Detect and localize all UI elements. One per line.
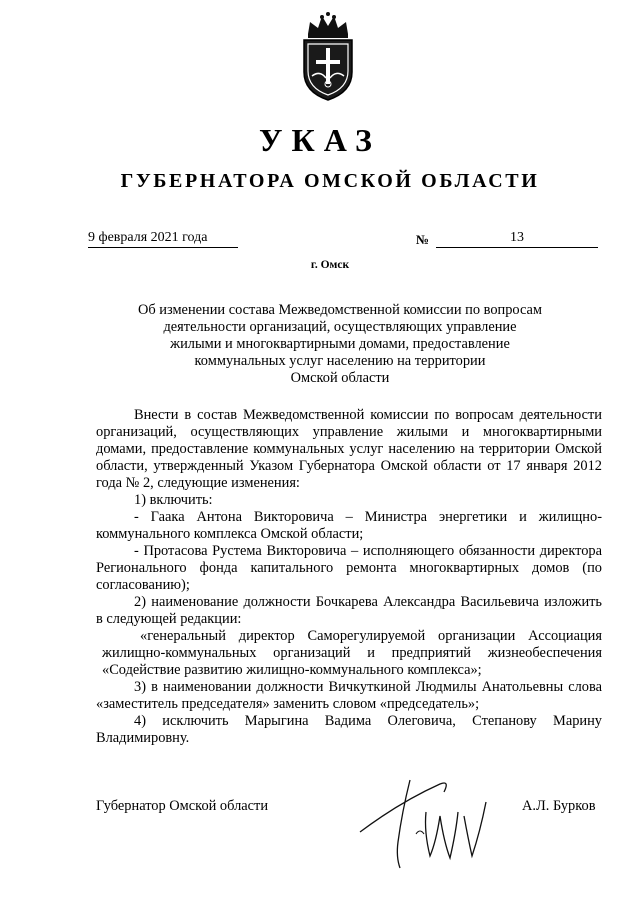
document-subtitle: ГУБЕРНАТОРА ОМСКОЙ ОБЛАСТИ bbox=[120, 170, 540, 192]
item-3: 3) в наименовании должности Вичкуткиной Людмилы Анатольевны слова «заместитель председателя» заменить словом «председатель»; bbox=[96, 679, 602, 712]
heading-line: Омской области bbox=[290, 370, 390, 386]
decree-heading bbox=[110, 302, 570, 387]
number-label: № bbox=[416, 232, 430, 247]
heading-line: жилыми и многоквартирными домами, предоставление bbox=[170, 336, 510, 352]
heading-line: деятельности организаций, осуществляющих управление bbox=[163, 319, 517, 335]
city: г. Омск bbox=[310, 259, 350, 271]
item-1a: - Гаака Антона Викторовича – Министра энергетики и жилищно-коммунального комплекса Омской области; bbox=[96, 509, 602, 542]
item-1b: - Протасова Рустема Викторовича – исполняющего обязанности директора Регионального фонда капитального ремонта многоквартирных домов (по согласованию); bbox=[96, 543, 602, 593]
heading-line: Об изменении состава Межведомственной комиссии по вопросам bbox=[137, 302, 543, 318]
document-title: УКАЗ bbox=[259, 122, 381, 158]
intro-paragraph: Внести в состав Межведомственной комиссии по вопросам деятельности организаций, осуществляющих управление жилыми и многоквартирными домами, предоставление коммунальных услуг населению на территории Омской области, утвержденный Указом Губернатора Омской области от 17 января 2012 года № 2, следующие изменения: bbox=[96, 407, 602, 491]
item-1: 1) включить: bbox=[134, 492, 213, 508]
handwritten-signature-icon bbox=[340, 772, 520, 872]
signatory-name: А.Л. Бурков bbox=[522, 798, 596, 814]
item-2-quote: «генеральный директор Саморегулируемой организации Ассоциация жилищно-коммунальных организаций и предприятий жизнеобеспечения «Содействие развитию жилищно-коммунального комплекса»; bbox=[102, 628, 602, 678]
decree-body bbox=[96, 407, 602, 747]
signatory-position: Губернатор Омской области bbox=[96, 798, 269, 814]
item-4: 4) исключить Марыгина Вадима Олеговича, Степанову Марину Владимировну. bbox=[96, 713, 602, 746]
heading-line: коммунальных услуг населению на территории bbox=[194, 353, 486, 369]
omsk-coat-of-arms-icon bbox=[296, 12, 360, 102]
decree-date: 9 февраля 2021 года bbox=[88, 230, 238, 248]
decree-number: 13 bbox=[436, 230, 598, 248]
item-2: 2) наименование должности Бочкарева Александра Васильевича изложить в следующей редакции: bbox=[96, 594, 602, 627]
